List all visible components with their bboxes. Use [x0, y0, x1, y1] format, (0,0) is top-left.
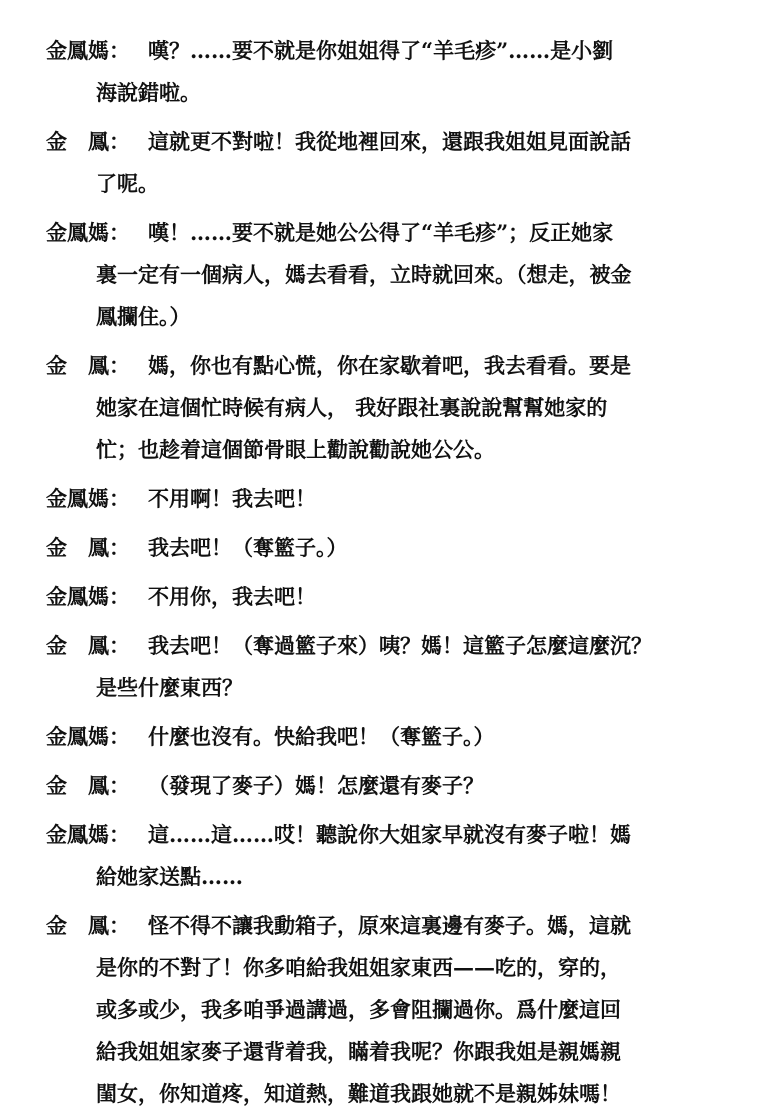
speech-line: 嘆！……要不就是她公公得了“羊毛疹”；反正她家: [148, 220, 614, 245]
speech-line: 鳳攔住。）: [96, 304, 191, 329]
speech-line: 不用你，我去吧！: [148, 584, 316, 609]
speech-line: 這就更不對啦！我從地裡回來，還跟我姐姐見面說話: [148, 129, 631, 154]
speech-line: 這……這……哎！聽說你大姐家早就沒有麥子啦！媽: [148, 822, 631, 847]
speech-line: 忙；也趁着這個節骨眼上勸說勸說她公公。: [96, 437, 495, 462]
speaker-name: 金鳳媽：: [46, 486, 130, 511]
speech-line: 嘆？……要不就是你姐姐得了“羊毛疹”……是小劉: [148, 38, 614, 63]
speaker-name: 金 鳳：: [46, 773, 130, 798]
speech-line: 給她家送點……: [96, 864, 243, 889]
speech-line: 是些什麼東西？: [96, 675, 243, 700]
speech-line: 不用啊！我去吧！: [148, 486, 316, 511]
speaker-name: 金 鳳：: [46, 129, 130, 154]
speaker-name: 金 鳳：: [46, 535, 130, 560]
speech-line: 她家在這個忙時候有病人， 我好跟社裏說說幫幫她家的: [96, 395, 608, 420]
speaker-name: 金鳳媽：: [46, 220, 130, 245]
speech-line: （發現了麥子）媽！怎麼還有麥子？: [148, 773, 484, 798]
speaker-name: 金 鳳：: [46, 353, 130, 378]
speech-line: 媽，你也有點心慌，你在家歇着吧，我去看看。要是: [148, 353, 631, 378]
speaker-name: 金 鳳：: [46, 633, 130, 658]
speech-line: 什麼也沒有。快給我吧！（奪籃子。）: [148, 724, 495, 749]
speech-line: 或多或少，我多咱爭過講過，多會阻攔過你。爲什麼這回: [96, 997, 621, 1022]
speech-line: 怪不得不讓我動箱子，原來這裏邊有麥子。媽，這就: [148, 913, 631, 938]
speaker-name: 金 鳳：: [46, 913, 130, 938]
speech-line: 閨女，你知道疼，知道熱，難道我跟她就不是親姊妹嗎！: [96, 1081, 621, 1106]
speech-line: 是你的不對了！你多咱給我姐姐家東西——吃的，穿的，: [96, 955, 621, 980]
speaker-name: 金鳳媽：: [46, 584, 130, 609]
speech-line: 了呢。: [96, 171, 159, 196]
speech-line: 給我姐姐家麥子還背着我，瞞着我呢？你跟我姐是親媽親: [96, 1039, 621, 1064]
speech-line: 裏一定有一個病人，媽去看看，立時就回來。（想走，被金: [96, 262, 632, 287]
speech-line: 海說錯啦。: [96, 80, 201, 105]
speaker-name: 金鳳媽：: [46, 724, 130, 749]
speaker-name: 金鳳媽：: [46, 822, 130, 847]
speech-line: 我去吧！（奪過籃子來）咦？媽！這籃子怎麼這麼沉？: [148, 633, 652, 658]
speech-line: 我去吧！（奪籃子。）: [148, 535, 348, 560]
speaker-name: 金鳳媽：: [46, 38, 130, 63]
